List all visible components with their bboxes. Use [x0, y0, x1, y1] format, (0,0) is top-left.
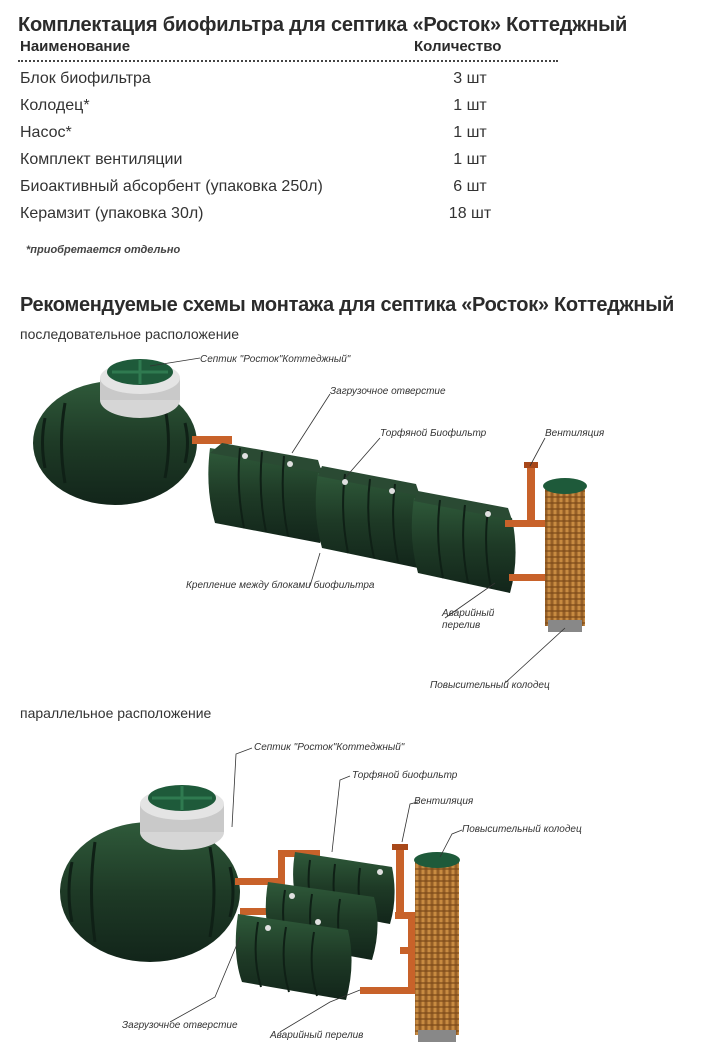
booster-well — [414, 852, 460, 1042]
label-septic: Септик "Росток"Коттеджный" — [254, 742, 405, 753]
schemes-title: Рекомендуемые схемы монтажа для септика «Росток» Коттеджный — [20, 294, 674, 316]
table-row — [20, 124, 580, 146]
item-name: Колодец* — [20, 97, 90, 114]
label-overflow-1: Аварийный — [442, 608, 495, 619]
ventilation-cap — [392, 844, 408, 850]
label-ventilation: Вентиляция — [414, 796, 474, 807]
label-overflow-2: перелив — [442, 620, 481, 631]
footnote: *приобретается отдельно — [26, 244, 181, 256]
column-header-quantity: Количество — [414, 38, 502, 55]
label-overflow: Аварийный перелив — [270, 1030, 364, 1041]
item-name: Керамзит (упаковка 30л) — [20, 205, 204, 222]
item-name: Биоактивный абсорбент (упаковка 250л) — [20, 178, 323, 195]
connecting-pipe — [505, 520, 547, 527]
kit-title: Комплектация биофильтра для септика «Росток» Коттеджный — [18, 14, 628, 36]
parallel-installation-diagram — [0, 732, 718, 1057]
table-row — [20, 151, 580, 173]
booster-well — [543, 478, 587, 632]
label-load-hole: Загрузочное отверстие — [330, 386, 446, 397]
label-fastening: Крепление между блоками биофильтра — [186, 580, 375, 591]
item-quantity: 1 шт — [453, 124, 487, 141]
septic-tank — [33, 359, 197, 505]
header-divider — [18, 60, 558, 62]
label-peat-filter: Торфяной Биофильтр — [380, 428, 487, 439]
serial-caption: последовательное расположение — [20, 326, 240, 342]
table-row — [20, 205, 580, 227]
item-name: Насос* — [20, 124, 72, 141]
item-quantity: 18 шт — [448, 205, 492, 222]
table-row — [20, 70, 580, 92]
item-quantity: 1 шт — [453, 97, 487, 114]
column-header-name: Наименование — [20, 38, 131, 55]
item-name: Комплект вентиляции — [20, 151, 183, 168]
label-ventilation: Вентиляция — [545, 428, 605, 439]
table-row — [20, 97, 580, 119]
item-name: Блок биофильтра — [20, 70, 151, 87]
item-quantity: 1 шт — [453, 151, 487, 168]
parallel-caption: параллельное расположение — [20, 705, 212, 721]
label-peat-filter: Торфяной биофильтр — [352, 770, 458, 781]
table-row — [20, 178, 580, 200]
inlet-pipe — [192, 436, 232, 444]
ventilation-pipe — [527, 466, 535, 526]
overflow-pipe — [509, 574, 547, 581]
label-septic: Септик "Росток"Коттеджный" — [200, 354, 351, 365]
septic-tank — [60, 785, 240, 962]
label-booster-well: Повысительный колодец — [462, 824, 582, 835]
filter-block — [208, 443, 325, 543]
serial-installation-diagram — [0, 348, 718, 698]
label-load-hole: Загрузочное отверстие — [122, 1020, 238, 1031]
item-quantity: 6 шт — [453, 178, 487, 195]
filter-block — [412, 491, 516, 593]
filter-block — [316, 466, 424, 568]
label-booster-well: Повысительный колодец — [430, 680, 550, 691]
item-quantity: 3 шт — [453, 70, 487, 87]
